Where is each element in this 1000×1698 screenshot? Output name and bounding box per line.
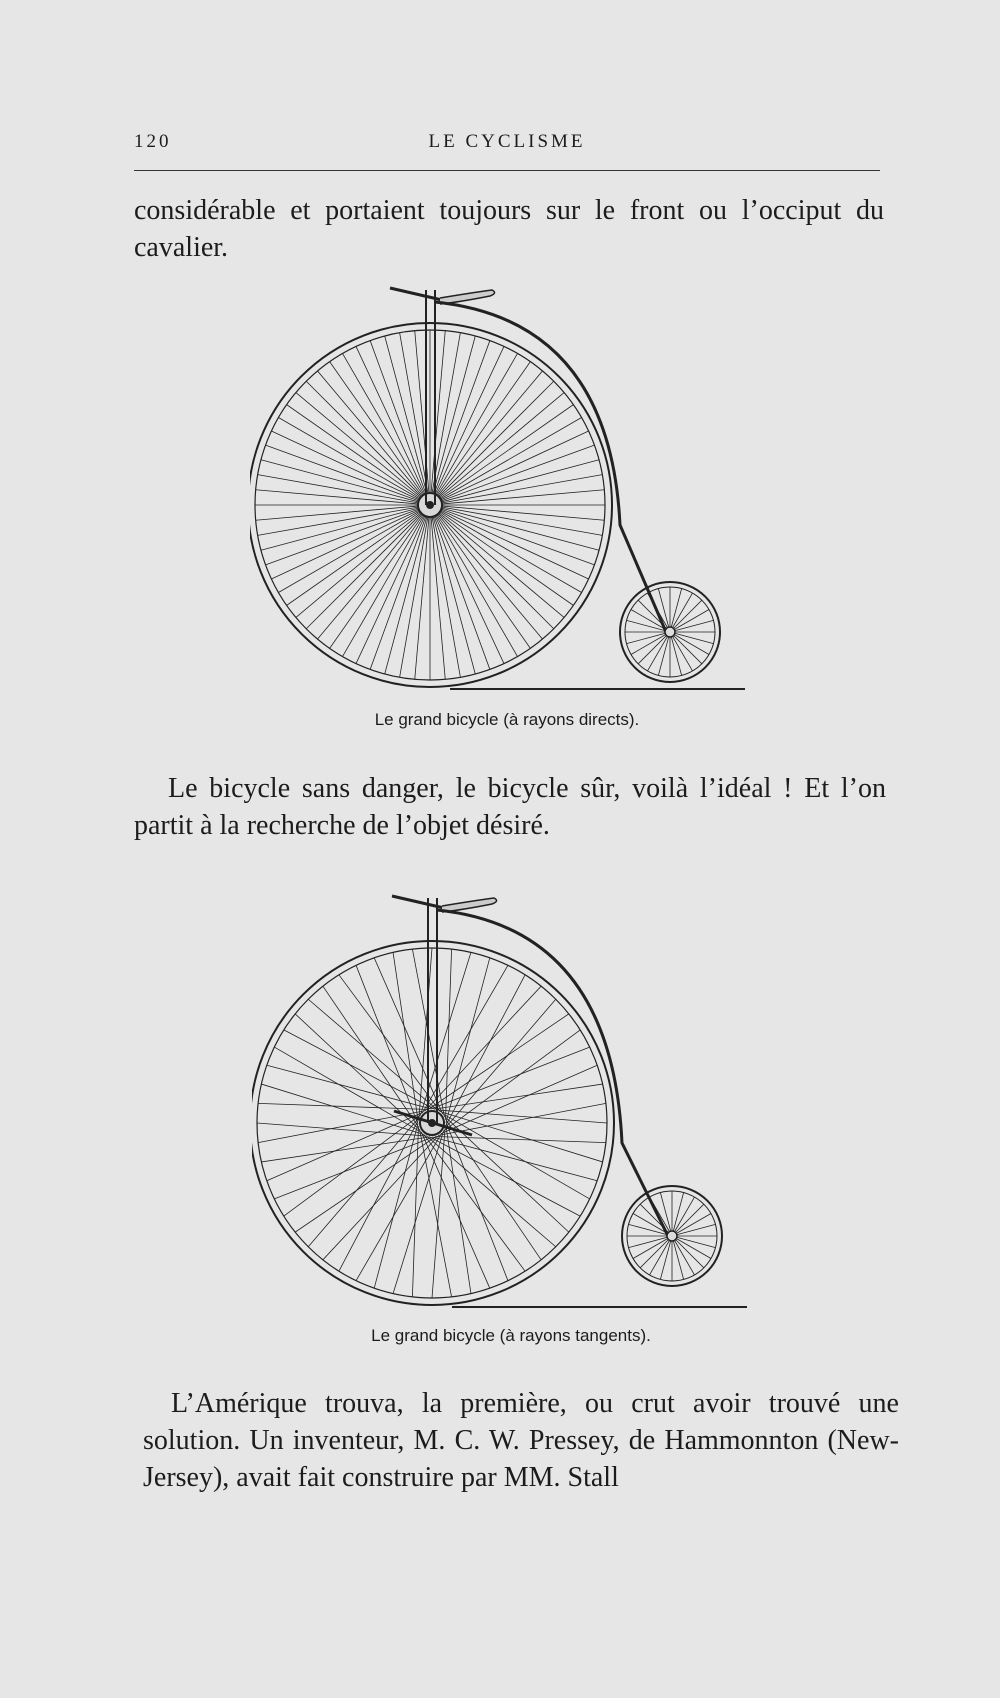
page-number: 120 — [134, 131, 172, 152]
paragraph-2: Le bicycle sans danger, le bicycle sûr, voilà l’idéal ! Et l’on partit à la recherche de l’objet désiré. — [134, 773, 886, 841]
figure-2-caption: Le grand bicycle (à rayons tangents). — [371, 1326, 651, 1345]
saddle — [440, 290, 495, 304]
rear-wheel-hub — [667, 1231, 677, 1241]
saddle — [442, 898, 497, 912]
penny-farthing-direct-spokes-illustration — [250, 280, 750, 700]
paragraph-1: considérable et portaient toujours sur le front ou l’occiput du cavalier. — [134, 195, 884, 263]
front-axle — [426, 501, 434, 509]
figure-1-caption: Le grand bicycle (à rayons directs). — [374, 710, 640, 729]
penny-farthing-tangent-spokes-illustration — [252, 888, 752, 1308]
running-title: LE CYCLISME — [428, 131, 586, 152]
backbone — [435, 302, 666, 632]
rear-wheel-hub — [665, 627, 675, 637]
running-header — [134, 128, 880, 158]
header-rule — [134, 170, 880, 171]
paragraph-3: L’Amérique trouva, la première, ou crut avoir trouvé une solution. Un inventeur, M. C. W. Pressey, de Hammonnton (New-Jersey), avait fait construire par MM. Stall — [143, 1388, 899, 1493]
